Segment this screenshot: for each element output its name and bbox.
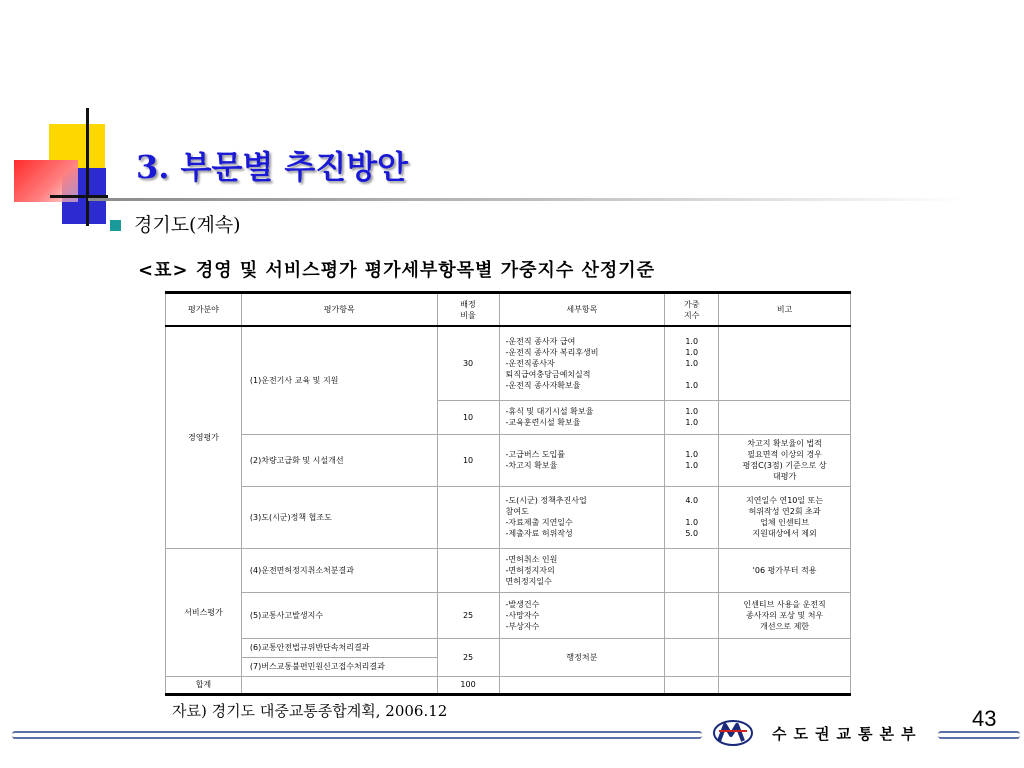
detail-cell: -운전직 종사자 급여 -운전직 종사자 복리후생비 -운전직종사자 퇴직급여충당금예치실적 -운전직 종사자확보율 [499, 326, 665, 400]
title-underline [88, 198, 968, 201]
weight-cell [665, 548, 719, 592]
weight-cell: 1.0 1.0 [665, 400, 719, 434]
table-row [166, 326, 851, 400]
note-cell [719, 638, 851, 676]
weight-cell: 1.0 1.0 [665, 434, 719, 486]
item-cell: (1)운전기사 교육 및 지원 [241, 326, 437, 434]
weight-cell [665, 676, 719, 694]
slide-subtitle: 경기도(계속) [134, 214, 241, 236]
item-cell: (3)도(시군)정책 협조도 [241, 486, 437, 548]
note-cell [719, 326, 851, 400]
logo-vertical-line [86, 108, 89, 226]
weight-cell [665, 592, 719, 638]
detail-cell: -휴식 및 대기시설 확보율 -교육훈련시설 확보율 [499, 400, 665, 434]
table-row [166, 486, 851, 548]
ratio-cell [437, 486, 499, 548]
header-cell: 배정 비율 [437, 293, 499, 327]
table-caption: <표> 경영 및 서비스평가 평가세부항목별 가중지수 산정기준 [138, 260, 656, 281]
weight-cell: 1.0 1.0 1.0 1.0 [665, 326, 719, 400]
item-cell: (6)교통안전법규위반단속처리결과 [241, 638, 437, 657]
header-cell: 비고 [719, 293, 851, 327]
item-cell: (4)운전면허정지취소처분결과 [241, 548, 437, 592]
detail-cell: -면허취소 인원 -면허정지자의 면허정지일수 [499, 548, 665, 592]
table-header-row [166, 293, 851, 327]
criteria-table [165, 291, 851, 696]
footer-line-right [938, 731, 1020, 739]
ratio-cell: 10 [437, 400, 499, 434]
source-note: 자료) 경기도 대중교통종합계획, 2006.12 [172, 702, 448, 720]
group-cell: 경영평가 [166, 326, 242, 548]
note-cell: 지연일수 연10일 또는 허위작성 연2회 초과 업체 인센티브 지원대상에서 제외 [719, 486, 851, 548]
org-name: 수도권교통본부 [772, 725, 923, 743]
ratio-cell: 30 [437, 326, 499, 400]
header-cell: 평가항목 [241, 293, 437, 327]
item-cell: (7)버스교통불편민원신고접수처리결과 [241, 657, 437, 676]
weight-cell: 4.0 1.0 5.0 [665, 486, 719, 548]
detail-cell: -도(시군) 정책추진사업 참여도 -자료제출 지연일수 -제출자료 허위작성 [499, 486, 665, 548]
note-cell [719, 676, 851, 694]
table-row [166, 434, 851, 486]
group-cell: 서비스평가 [166, 548, 242, 676]
header-cell: 세부항목 [499, 293, 665, 327]
ratio-cell: 10 [437, 434, 499, 486]
detail-cell: 행정처분 [499, 638, 665, 676]
total-ratio-cell: 100 [437, 676, 499, 694]
ratio-cell: 25 [437, 638, 499, 676]
weight-cell [665, 638, 719, 676]
table-row [166, 592, 851, 638]
detail-cell [499, 676, 665, 694]
footer-line-left [12, 731, 702, 739]
detail-cell: -발생건수 -사망자수 -부상자수 [499, 592, 665, 638]
page-number: 43 [972, 706, 997, 731]
bullet-square-icon [110, 220, 121, 231]
table-row [166, 638, 851, 657]
note-cell: 차고지 확보율이 법적 필요면적 이상의 경우 평점C(3점) 기준으로 상 대평가 [719, 434, 851, 486]
org-logo-icon [713, 719, 753, 747]
item-cell: (2)차량고급화 및 시설개선 [241, 434, 437, 486]
table-total-row [166, 676, 851, 694]
header-cell: 평가분야 [166, 293, 242, 327]
ratio-cell [437, 548, 499, 592]
total-label-cell: 합계 [166, 676, 242, 694]
item-cell [241, 676, 437, 694]
table-row [166, 548, 851, 592]
note-cell: '06 평가부터 적용 [719, 548, 851, 592]
detail-cell: -고급버스 도입률 -차고지 확보율 [499, 434, 665, 486]
note-cell [719, 400, 851, 434]
header-cell: 가중 지수 [665, 293, 719, 327]
ratio-cell: 25 [437, 592, 499, 638]
slide-title: 3. 부문별 추진방안 [136, 148, 409, 186]
item-cell: (5)교통사고발생지수 [241, 592, 437, 638]
note-cell: 인센티브 사용을 운전직 종사자의 포상 및 처우 개선으로 제한 [719, 592, 851, 638]
